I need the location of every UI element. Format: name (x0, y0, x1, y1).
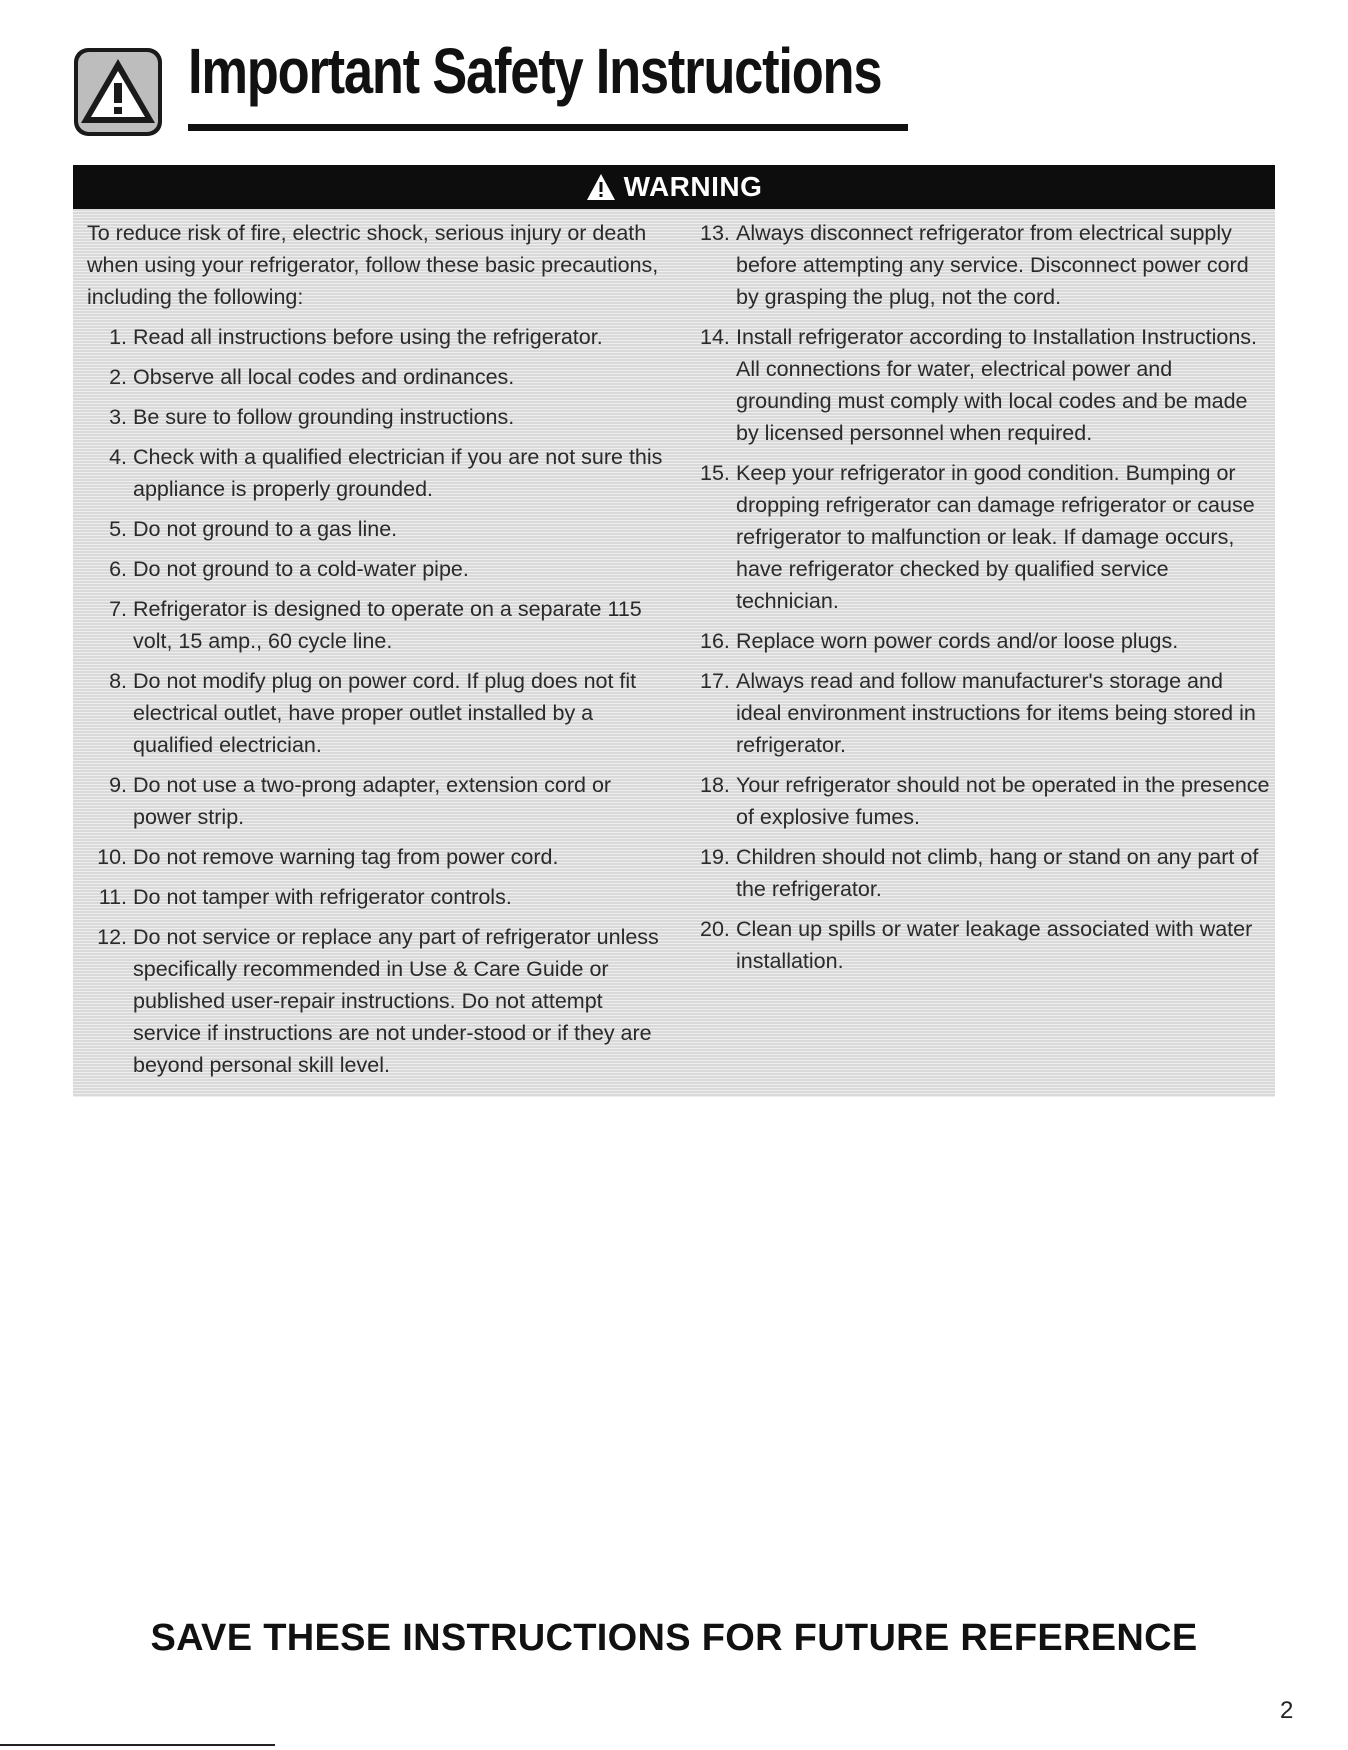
item-text: Children should not climb, hang or stand on any part of the refrigerator. (736, 845, 1259, 901)
item-number: 17. (700, 669, 730, 693)
page-number: 2 (1280, 1697, 1294, 1724)
item-number: 18. (700, 773, 730, 797)
item-text: Your refrigerator should not be operated in the presence of explosive fumes. (736, 773, 1270, 829)
instruction-item (700, 841, 1270, 905)
item-number: 2. (109, 365, 127, 389)
warning-left-column (87, 217, 667, 1089)
item-number: 5. (109, 517, 127, 541)
item-text: Replace worn power cords and/or loose plugs. (736, 629, 1179, 653)
instruction-item (700, 321, 1270, 449)
item-text: Do not ground to a gas line. (133, 517, 398, 541)
warning-title: WARNING (623, 171, 763, 202)
instruction-item (700, 769, 1270, 833)
item-number: 1. (109, 325, 127, 349)
item-text: Always disconnect refrigerator from electrical supply before attempting any service. Disconnect power cord by grasping the plug, not the cord. (736, 221, 1249, 309)
item-number: 8. (109, 669, 127, 693)
item-number: 14. (700, 325, 730, 349)
item-text: Check with a qualified electrician if you are not sure this appliance is properly grounded. (133, 445, 663, 501)
item-number: 16. (700, 629, 730, 653)
item-number: 6. (109, 557, 127, 581)
instruction-item (700, 625, 1270, 657)
instruction-item (87, 769, 667, 833)
warning-right-column (700, 217, 1270, 985)
warning-triangle-icon (73, 47, 163, 137)
item-number: 7. (109, 597, 127, 621)
page-title: Important Safety Instructions (188, 35, 882, 107)
item-number: 11. (98, 885, 127, 909)
item-number: 20. (700, 917, 730, 941)
warning-box (73, 165, 1275, 1097)
item-text: Be sure to follow grounding instructions. (133, 405, 515, 429)
item-text: Do not ground to a cold-water pipe. (133, 557, 469, 581)
item-text: Refrigerator is designed to operate on a separate 115 volt, 15 amp., 60 cycle line. (133, 597, 642, 653)
item-text: Install refrigerator according to Installation Instructions. All connections for water, electrical power and grounding must comply with local codes and be made by licensed personnel when required. (736, 325, 1258, 445)
item-text: Always read and follow manufacturer's storage and ideal environment instructions for items being stored in refrigerator. (736, 669, 1256, 757)
item-number: 12. (97, 925, 127, 949)
item-number: 9. (109, 773, 127, 797)
item-text: Clean up spills or water leakage associated with water installation. (736, 917, 1253, 973)
item-text: Observe all local codes and ordinances. (133, 365, 515, 389)
instruction-item (87, 881, 667, 913)
instruction-item (700, 217, 1270, 313)
instruction-item (87, 553, 667, 585)
warning-header (73, 165, 1275, 209)
warning-triangle-icon (586, 173, 616, 201)
item-number: 3. (109, 405, 127, 429)
instruction-item (700, 665, 1270, 761)
instruction-item (700, 457, 1270, 617)
instruction-list (700, 217, 1270, 977)
item-text: Do not service or replace any part of refrigerator unless specifically recommended in Use & Care Guide or published user-repair instructions. Do not attempt service if instructions are not under-stood or if they are beyond personal skill level. (133, 925, 659, 1077)
item-number: 15. (700, 461, 730, 485)
title-underline (188, 124, 908, 131)
item-text: Keep your refrigerator in good condition. Bumping or dropping refrigerator can damage refrigerator or cause refrigerator to malfunction or leak. If damage occurs, have refrigerator checked by qualified service technician. (736, 461, 1255, 613)
item-number: 19. (700, 845, 730, 869)
warning-intro: To reduce risk of fire, electric shock, serious injury or death when using your refrigerator, follow these basic precautions, including the following: (87, 221, 659, 309)
instruction-item (87, 665, 667, 761)
item-number: 4. (109, 445, 127, 469)
item-text: Do not modify plug on power cord. If plug does not fit electrical outlet, have proper outlet installed by a qualified electrician. (133, 669, 637, 757)
item-text: Do not use a two-prong adapter, extension cord or power strip. (133, 773, 612, 829)
instruction-item (87, 593, 667, 657)
instruction-item (87, 441, 667, 505)
item-number: 10. (97, 845, 127, 869)
instruction-item (87, 841, 667, 873)
item-text: Read all instructions before using the refrigerator. (133, 325, 603, 349)
save-instructions-heading: SAVE THESE INSTRUCTIONS FOR FUTURE REFERENCE (150, 1617, 1198, 1659)
item-text: Do not remove warning tag from power cord. (133, 845, 559, 869)
item-number: 13. (700, 221, 730, 245)
instruction-item (87, 361, 667, 393)
instruction-list (87, 321, 667, 1081)
instruction-item (87, 513, 667, 545)
instruction-item (87, 321, 667, 353)
item-text: Do not tamper with refrigerator controls. (133, 885, 512, 909)
instruction-item (87, 921, 667, 1081)
instruction-item (87, 401, 667, 433)
bottom-divider (0, 1744, 275, 1746)
instruction-item (700, 913, 1270, 977)
